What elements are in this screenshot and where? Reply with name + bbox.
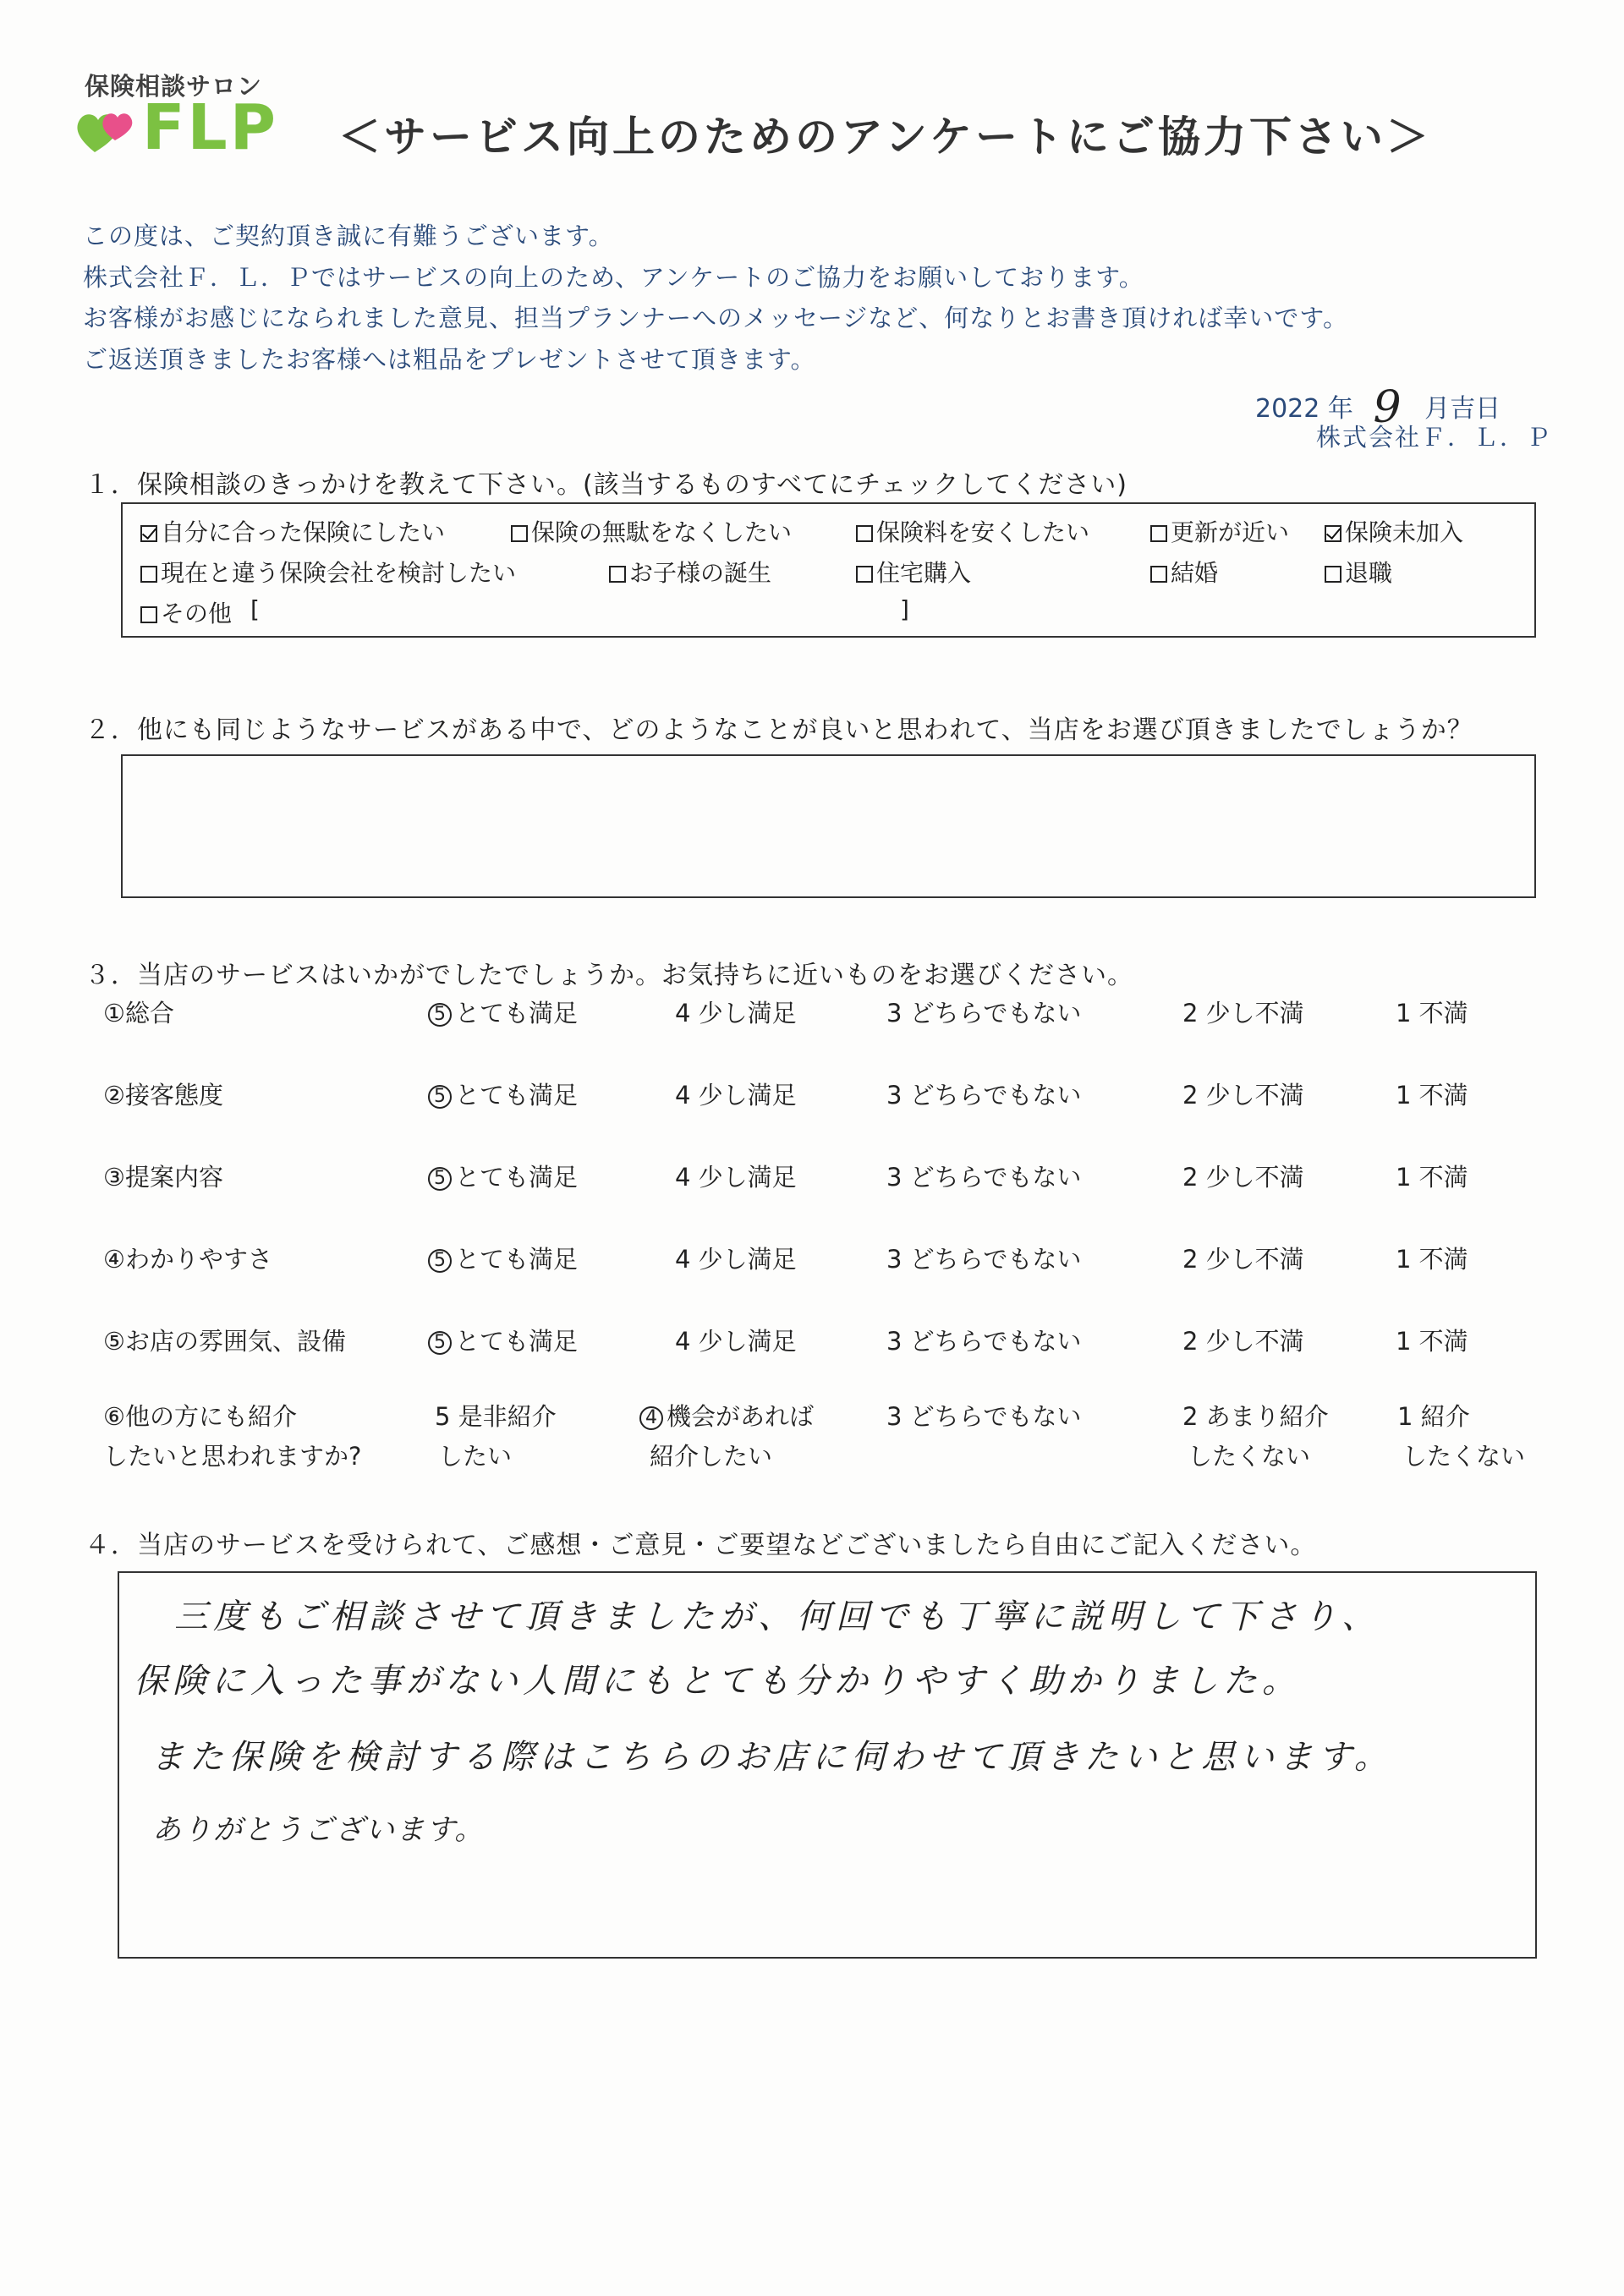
- q1-option[interactable]: お子様の誕生: [609, 555, 771, 589]
- rating-option-1[interactable]: 1 不満: [1396, 1327, 1468, 1356]
- rating-label: ①総合: [103, 999, 174, 1027]
- checkbox-icon[interactable]: [1150, 566, 1167, 583]
- rating-label: ②接客態度: [103, 1081, 223, 1110]
- checkbox-icon[interactable]: [856, 566, 873, 583]
- q1-option[interactable]: 保険の無駄をなくしたい: [511, 514, 792, 548]
- selected-circle-icon: 5: [428, 1167, 452, 1191]
- rating-option-3[interactable]: 3 どちらでもない: [886, 1081, 1082, 1110]
- rating-label: ④わかりやすさ: [103, 1245, 272, 1274]
- handwritten-line: 三度もご相談させて頂きましたが、何回でも丁寧に説明して下さり、: [174, 1597, 1380, 1636]
- q1-option-other[interactable]: その他: [140, 595, 232, 629]
- selected-circle-icon: 4: [639, 1406, 663, 1430]
- handwritten-line: 保険に入った事がない人間にもとても分かりやすく助かりました。: [134, 1662, 1301, 1701]
- referral-option-1[interactable]: 1 紹介 したくない: [1397, 1402, 1526, 1471]
- intro-line: 株式会社Ｆ．Ｌ．Ｐではサービスの向上のため、アンケートのご協力をお願いしております。: [83, 262, 1144, 292]
- rating-label: ③提案内容: [103, 1163, 223, 1192]
- referral-option-2[interactable]: 2 あまり紹介 したくない: [1182, 1402, 1329, 1471]
- referral-option-3[interactable]: 3 どちらでもない: [886, 1402, 1082, 1431]
- intro-line: お客様がお感じになられました意見、担当プランナーへのメッセージなど、何なりとお書き頂ければ幸いです。: [83, 304, 1348, 332]
- rating-label-referral: ⑥他の方にも紹介 したいと思われますか?: [103, 1402, 362, 1471]
- checkbox-icon[interactable]: [609, 566, 626, 583]
- logo-brand: FLP: [142, 91, 278, 164]
- q1-option[interactable]: 保険未加入: [1325, 514, 1463, 548]
- q1-option[interactable]: 現在と違う保険会社を検討したい: [140, 555, 516, 589]
- rating-option-3[interactable]: 3 どちらでもない: [886, 1245, 1082, 1274]
- other-bracket-close: ]: [900, 595, 909, 623]
- rating-option-2[interactable]: 2 少し不満: [1182, 1163, 1304, 1192]
- q1-title: １．保険相談のきっかけを教えて下さい。(該当するものすべてにチェックしてください): [85, 470, 1127, 500]
- rating-option-3[interactable]: 3 どちらでもない: [886, 1163, 1082, 1192]
- rating-option-1[interactable]: 1 不満: [1396, 1081, 1468, 1110]
- logo-tagline: 保険相談サロン: [85, 72, 263, 101]
- checkbox-icon[interactable]: [140, 566, 157, 583]
- checkbox-icon[interactable]: [511, 525, 528, 542]
- selected-circle-icon: 5: [428, 1085, 452, 1109]
- rating-option-4[interactable]: 4 少し満足: [675, 1081, 797, 1110]
- intro-text: [83, 216, 1348, 380]
- rating-option-2[interactable]: 2 少し不満: [1182, 1081, 1304, 1110]
- rating-option-3[interactable]: 3 どちらでもない: [886, 999, 1082, 1027]
- referral-option-5[interactable]: 5 是非紹介 したい: [435, 1402, 557, 1471]
- selected-circle-icon: 5: [428, 1003, 452, 1027]
- date-month-handwritten: 9: [1373, 382, 1402, 433]
- rating-option-2[interactable]: 2 少し不満: [1182, 1327, 1304, 1356]
- selected-circle-icon: 5: [428, 1249, 452, 1273]
- q4-title: ４．当店のサービスを受けられて、ご感想・ご意見・ご要望などございましたら自由にご記入ください。: [85, 1531, 1317, 1560]
- rating-option-2[interactable]: 2 少し不満: [1182, 999, 1304, 1027]
- date-year-unit: 年: [1327, 394, 1353, 424]
- q1-option[interactable]: 結婚: [1150, 555, 1218, 589]
- page-title: ＜サービス向上のためのアンケートにご協力下さい＞: [338, 112, 1432, 162]
- rating-option-1[interactable]: 1 不満: [1396, 999, 1468, 1027]
- intro-line: この度は、ご契約頂き誠に有難うございます。: [83, 222, 614, 250]
- rating-option-5-selected[interactable]: 5 とても満足: [428, 1077, 578, 1111]
- checkbox-icon[interactable]: [1325, 566, 1341, 583]
- rating-option-4[interactable]: 4 少し満足: [675, 1327, 797, 1356]
- rating-option-4[interactable]: 4 少し満足: [675, 1245, 797, 1274]
- q2-answer-box[interactable]: [121, 754, 1536, 898]
- checkbox-icon[interactable]: [1150, 525, 1167, 542]
- other-bracket-open: [: [250, 595, 260, 623]
- hearts-logo-icon: [73, 100, 139, 159]
- checkbox-icon[interactable]: [140, 606, 157, 623]
- handwritten-line: ありがとうございます。: [152, 1813, 486, 1847]
- checkbox-icon[interactable]: [856, 525, 873, 542]
- intro-line: ご返送頂きましたお客様へは粗品をプレゼントさせて頂きます。: [83, 344, 816, 374]
- q1-option[interactable]: 自分に合った保険にしたい: [140, 514, 445, 548]
- rating-option-1[interactable]: 1 不満: [1396, 1163, 1468, 1192]
- q1-option[interactable]: 退職: [1325, 555, 1392, 589]
- selected-circle-icon: 5: [428, 1331, 452, 1355]
- rating-option-1[interactable]: 1 不満: [1396, 1245, 1468, 1274]
- q1-option[interactable]: 住宅購入: [856, 555, 971, 589]
- rating-option-4[interactable]: 4 少し満足: [675, 1163, 797, 1192]
- checkbox-checked-icon[interactable]: [140, 525, 157, 542]
- rating-option-5-selected[interactable]: 5 とても満足: [428, 995, 578, 1029]
- rating-option-5-selected[interactable]: 5 とても満足: [428, 1241, 578, 1275]
- rating-option-5-selected[interactable]: 5 とても満足: [428, 1159, 578, 1193]
- q1-option[interactable]: 保険料を安くしたい: [856, 514, 1089, 548]
- referral-option-4-selected[interactable]: 4 機会があれば 紹介したい: [639, 1397, 814, 1477]
- date-month-suffix: 月吉日: [1424, 394, 1501, 424]
- company-name: 株式会社Ｆ．Ｌ．Ｐ: [1316, 423, 1553, 452]
- date-year: 2022: [1255, 394, 1320, 424]
- rating-option-2[interactable]: 2 少し不満: [1182, 1245, 1304, 1274]
- rating-option-3[interactable]: 3 どちらでもない: [886, 1327, 1082, 1356]
- q3-title: ３．当店のサービスはいかがでしたでしょうか。お気持ちに近いものをお選びください。: [85, 961, 1133, 990]
- handwritten-line: また保険を検討する際はこちらのお店に伺わせて頂きたいと思います。: [151, 1738, 1393, 1777]
- rating-label: ⑤お店の雰囲気、設備: [103, 1327, 346, 1356]
- checkbox-checked-icon[interactable]: [1325, 525, 1341, 542]
- rating-option-4[interactable]: 4 少し満足: [675, 999, 797, 1027]
- q1-option[interactable]: 更新が近い: [1150, 514, 1289, 548]
- rating-option-5-selected[interactable]: 5 とても満足: [428, 1323, 578, 1357]
- q2-title: ２．他にも同じようなサービスがある中で、どのようなことが良いと思われて、当店をお選び頂きましたでしょうか？: [85, 715, 1473, 745]
